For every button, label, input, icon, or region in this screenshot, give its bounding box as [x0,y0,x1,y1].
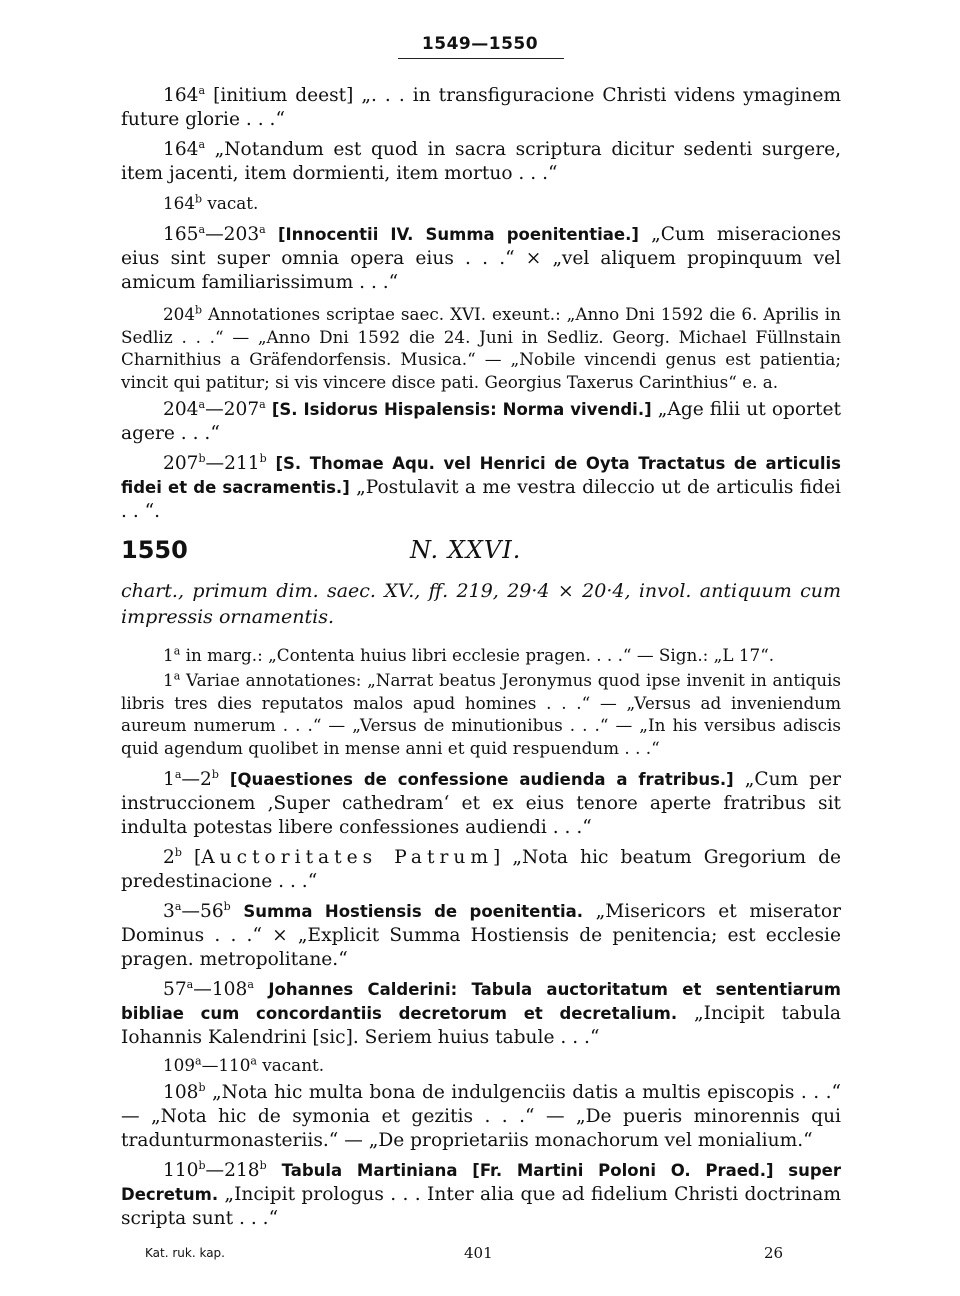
catalog-signature: N. XXVI. [410,536,522,564]
entry-3a-56b: 3$^a$—56$^b$ Summa Hostiensis de poenitentia. „Misericors et miserator Dominus . . .“ × „Explicit Summa Hostiensis de penitencia; est ecclesie pragen. metropolitane.“ [121,899,841,970]
catalog-number: 1550 [121,536,188,564]
entry-204a-207a: 204$^a$—207$^a$ [S. Isidorus Hispalensis: Norma vivendi.] „Age filii ut oportet agere . . .“ [121,397,841,444]
sheet-number: 26 [764,1244,784,1262]
entries-1550 [121,578,841,1231]
running-header: 1549—1550 [421,34,539,54]
entry-164a-2: 164$^a$ „Notandum est quod in sacra scriptura dicitur sedenti surgere, item jacenti, item dormienti, item mortuo . . .“ [121,137,841,184]
entry-204b: 204$^b$ Annotationes scriptae saec. XVI. exeunt.: „Anno Dni 1592 die 6. Aprilis in Sedliz . . .“ — „Anno Dni 1592 die 24. Juni in Sedliz. Georg. Michael Füllnstain Charnithius a Gräfendorfensis. Musica.“ — „Nobile vincendi genus est patientia; vincit qui patitur; si vis vincere disce pati. Georgius Taxerus Carinthius“ e. a. [121,303,841,393]
entries-1549 [121,84,841,524]
entry-57a-108a: 57$^a$—108$^a$ Johannes Calderini: Tabula auctoritatum et sententiarum bibliae cum concordantiis decretorum et decretalium. „Incipit tabula Iohannis Kalendrini [sic]. Seriem huius tabule . . .“ [121,977,841,1048]
header-rule [398,58,564,59]
entry-1a-marg: 1$^a$ in marg.: „Contenta huius libri ecclesie pragen. . . .“ — Sign.: „L 17“. [163,644,775,665]
catalog-description: chart., primum dim. saec. XV., ff. 219, 29·4 × 20·4, invol. antiquum cum impressis ornamentis. [121,580,841,628]
entry-207b-211b: 207$^b$—211$^b$ [S. Thomae Aqu. vel Henrici de Oyta Tractatus de articulis fidei et de sacramentis.] „Postulavit a me vestra dileccio ut de articulis fidei . . “. [121,451,841,522]
entry-164b: 164$^b$ vacat. [163,192,259,213]
page-number: 401 [464,1244,493,1262]
footer-catalog: Kat. ruk. kap. [145,1246,225,1260]
entry-1a-2b: 1$^a$—2$^b$ [Quaestiones de confessione audienda a fratribus.] „Cum per instruccionem ‚Super cathedram‘ et ex eius tenore aperte fratribus sit indulta potestas libere confessiones audiendi . . .“ [121,767,841,838]
entry-164a-1: 164$^a$ [initium deest] „. . . in transfiguracione Christi videns ymaginem future glorie . . .“ [121,83,841,130]
entry-108b: 108$^b$ „Nota hic multa bona de indulgenciis datis a multis episcopis . . .“ — „Nota hic de symonia et gezitis . . .“ — „De pueris minorennis qui tradunturmonasteriis.“ — „De proprietariis monachorum vel monialium.“ [121,1080,841,1151]
entry-109a-110a: 109$^a$—110$^a$ vacant. [163,1054,325,1075]
entry-1a-annot: 1$^a$ Variae annotationes: „Narrat beatus Jeronymus quod ipse invenit in antiquis libris tres dies reputatos malos apud homines . . .“ — „Versus ad inveniendum aureum numerum . . .“ — „Versus de minutionibus . . .“ — „In his versibus adiscis quid agendum quolibet in mense anni et quid respuendum . . .“ [121,669,841,759]
entry-2b: 2$^b$ [Auctoritates Patrum] „Nota hic beatum Gregorium de predestinacione . . .“ [121,845,842,892]
entry-110b-218b: 110$^b$—218$^b$ Tabula Martiniana [Fr. Martini Poloni O. Praed.] super Decretum. „Incipit prologus . . . Inter alia que ad fidelium Christi doctrinam scripta sunt . . .“ [121,1158,841,1229]
entry-165a-203a: 165$^a$—203$^a$ [Innocentii IV. Summa poenitentiae.] „Cum miseraciones eius sint super omnia opera eius . . .“ × „vel aliquem propinquum vel amicum familiarissimum . . .“ [121,222,841,293]
